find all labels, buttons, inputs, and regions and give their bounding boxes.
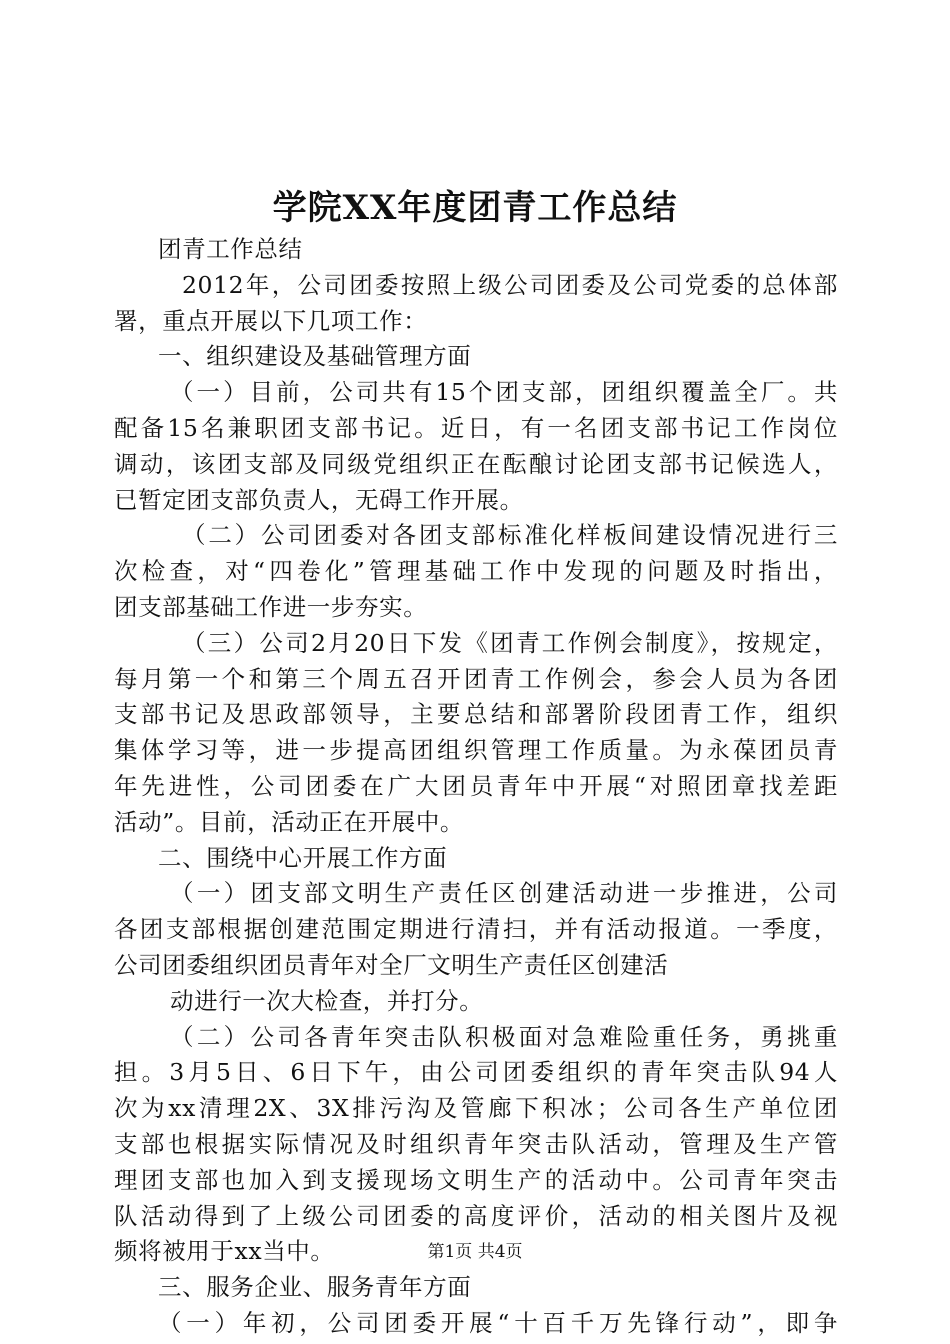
- paragraph-line: （二）公司各青年突击队积极面对急难险重任务，勇挑重: [170, 1022, 838, 1051]
- page-footer: 第1页 共4页: [427, 1242, 523, 1262]
- paragraph-line: 每月第一个和第三个周五召开团青工作例会，参会人员为各团: [114, 664, 838, 693]
- paragraph-line: （三）公司2月20日下发《团青工作例会制度》，按规定，: [182, 628, 838, 657]
- paragraph-line: 署，重点开展以下几项工作：: [114, 306, 428, 335]
- paragraph-line: 支部书记及思政部领导，主要总结和部署阶段团青工作，组织: [114, 700, 838, 729]
- paragraph-line: 动进行一次大检查，并打分。: [170, 986, 484, 1015]
- paragraph-line: 理团支部也加入到支援现场文明生产的活动中。公司青年突击: [114, 1165, 838, 1194]
- paragraph-line: 公司团委组织团员青年对全厂文明生产责任区创建活: [114, 950, 669, 979]
- paragraph-line: （一）目前，公司共有15个团支部，团组织覆盖全厂。共: [170, 378, 838, 407]
- paragraph-line: 已暂定团支部负责人，无碍工作开展。: [114, 485, 524, 514]
- paragraph-line: 调动，该团支部及同级党组织正在酝酿讨论团支部书记候选人，: [114, 449, 838, 478]
- paragraph-line: （二）公司团委对各团支部标准化样板间建设情况进行三: [182, 521, 838, 550]
- paragraph-line: 队活动得到了上级公司团委的高度评价，活动的相关图片及视: [114, 1201, 838, 1230]
- paragraph-line: 团青工作总结: [158, 235, 303, 263]
- document-body: [114, 232, 838, 1342]
- paragraph-line: 支部也根据实际情况及时组织青年突击队活动，管理及生产管: [114, 1129, 838, 1158]
- document-title: 学院XX年度团青工作总结: [272, 188, 678, 228]
- paragraph-line: 集体学习等，进一步提高团组织管理工作质量。为永葆团员青: [114, 736, 838, 765]
- section-heading: 二、围绕中心开展工作方面: [158, 843, 448, 872]
- paragraph-line: 频将被用于xx当中。: [114, 1237, 335, 1266]
- paragraph-line: （一）年初，公司团委开展“十百千万先锋行动”，即争: [158, 1308, 838, 1337]
- paragraph-line: 担。3月5日、6日下午，由公司团委组织的青年突击队94人: [114, 1058, 838, 1087]
- paragraph-line: 次为xx清理2X、3X排污沟及管廊下积冰；公司各生产单位团: [114, 1094, 838, 1123]
- paragraph-line: 次检查，对“四卷化”管理基础工作中发现的问题及时指出，: [114, 557, 838, 586]
- paragraph-line: 2012年，公司团委按照上级公司团委及公司党委的总体部: [182, 270, 838, 299]
- paragraph-line: 年先进性，公司团委在广大团员青年中开展“对照团章找差距: [114, 771, 838, 800]
- section-heading: 一、组织建设及基础管理方面: [158, 342, 472, 371]
- paragraph-line: 各团支部根据创建范围定期进行清扫，并有活动报道。一季度，: [114, 915, 838, 944]
- paragraph-line: 配备15名兼职团支部书记。近日，有一名团支部书记工作岗位: [114, 413, 838, 442]
- paragraph-line: 活动”。目前，活动正在开展中。: [114, 807, 465, 836]
- paragraph-line: （一）团支部文明生产责任区创建活动进一步推进，公司: [170, 879, 838, 908]
- section-heading: 三、服务企业、服务青年方面: [158, 1273, 472, 1302]
- paragraph-line: 团支部基础工作进一步夯实。: [114, 592, 428, 621]
